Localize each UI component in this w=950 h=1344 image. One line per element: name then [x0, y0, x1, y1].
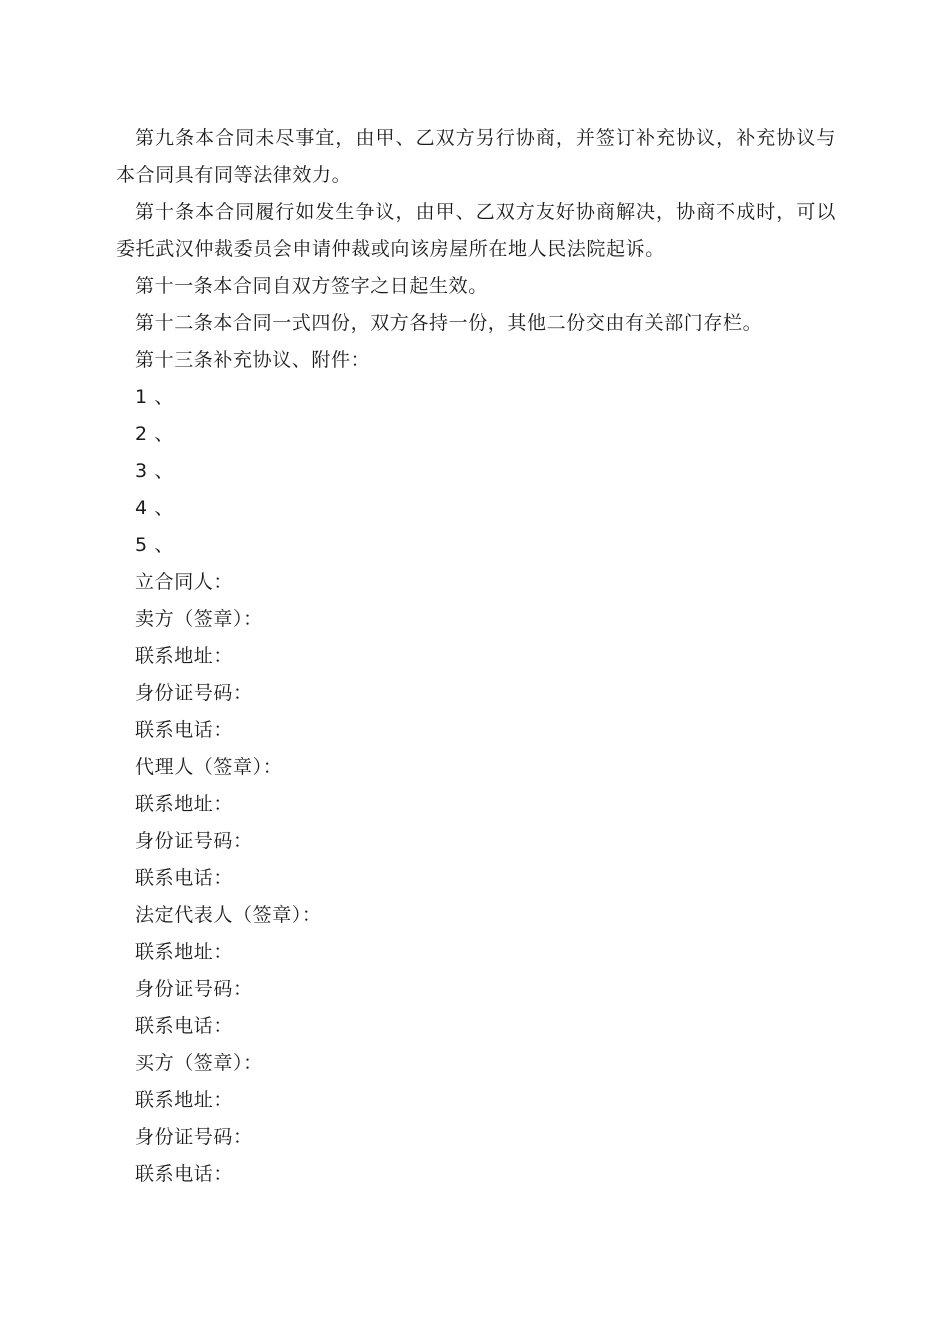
seller-phone-label: 联系电话：: [135, 719, 234, 741]
legal-rep-id-number-label: 身份证号码：: [135, 978, 253, 1000]
seller-id-number-label: 身份证号码：: [135, 682, 253, 704]
article-12: 第十二条本合同一式四份，双方各持一份，其他二份交由有关部门存栏。: [135, 312, 763, 334]
attachment-item-2: 2 、: [135, 423, 174, 445]
agent-phone-label: 联系电话：: [135, 867, 234, 889]
article-13: 第十三条补充协议、附件：: [135, 349, 371, 371]
buyer-address-label: 联系地址：: [135, 1089, 234, 1111]
signatories-heading: 立合同人：: [135, 571, 234, 593]
attachment-item-3: 3 、: [135, 460, 174, 482]
attachment-item-4: 4 、: [135, 497, 174, 519]
buyer-id-number-label: 身份证号码：: [135, 1126, 253, 1148]
agent-address-label: 联系地址：: [135, 793, 234, 815]
attachment-item-5: 5 、: [135, 534, 174, 556]
legal-rep-signature-label: 法定代表人（签章）：: [135, 904, 322, 926]
article-9: 第九条本合同未尽事宜，由甲、乙双方另行协商，并签订补充协议，补充协议与本合同具有同等法律效力。: [116, 127, 836, 186]
article-11: 第十一条本合同自双方签字之日起生效。: [135, 275, 488, 297]
contract-body: [116, 120, 836, 1193]
legal-rep-phone-label: 联系电话：: [135, 1015, 234, 1037]
attachment-item-1: 1 、: [135, 386, 174, 408]
agent-signature-label: 代理人（签章）：: [135, 756, 283, 778]
seller-address-label: 联系地址：: [135, 645, 234, 667]
buyer-phone-label: 联系电话：: [135, 1163, 234, 1185]
seller-signature-label: 卖方（签章）：: [135, 608, 263, 630]
article-10: 第十条本合同履行如发生争议，由甲、乙双方友好协商解决，协商不成时，可以委托武汉仲裁委员会申请仲裁或向该房屋所在地人民法院起诉。: [116, 201, 836, 260]
buyer-signature-label: 买方（签章）：: [135, 1052, 263, 1074]
legal-rep-address-label: 联系地址：: [135, 941, 234, 963]
agent-id-number-label: 身份证号码：: [135, 830, 253, 852]
